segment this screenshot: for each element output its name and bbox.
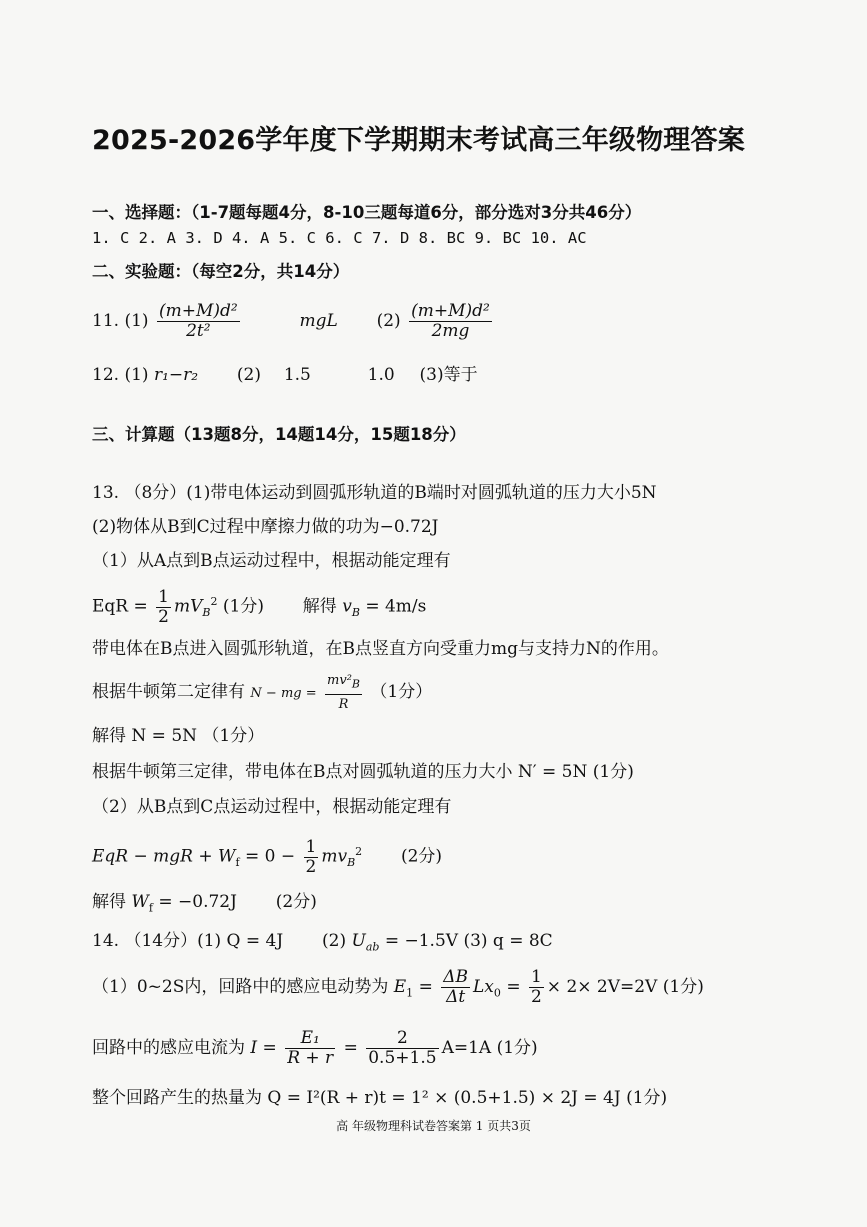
q13-line-10 <box>92 830 442 885</box>
q13-newton2-fraction <box>325 671 362 714</box>
q13-newton2-label: 根据牛顿第二定律有 <box>92 682 245 702</box>
q13-eq1-fraction-numerator: 1 <box>158 586 169 607</box>
q14-current-result: A=1A (1分) <box>441 1038 538 1058</box>
q13-line-2: (2)物体从B到C过程中摩擦力做的功为−0.72J <box>92 517 439 537</box>
q14-answers-rest: = −1.5V (3) q = 8C <box>384 931 553 951</box>
section3-heading: 三、计算题（13题8分，14题14分，15题18分） <box>92 425 466 444</box>
q13-line-8: 根据牛顿第三定律，带电体在B点对圆弧轨道的压力大小 N′ = 5N (1分) <box>92 762 634 782</box>
q13-eq1-solve-label: 解得 <box>302 596 337 617</box>
q14-uab: U <box>351 931 366 951</box>
q12-value-2: 1.0 <box>367 365 395 385</box>
q13-eq2-fraction <box>304 838 319 877</box>
q12-part2-label: (2) <box>236 365 261 385</box>
q13-newton2-score: （1分） <box>370 682 433 702</box>
q13-eq1-left: EqR = <box>92 596 148 617</box>
page-title: 2025-2026学年度下学期期末考试高三年级物理答案 <box>92 125 745 156</box>
q13-line-3: （1）从A点到B点运动过程中，根据动能定理有 <box>92 551 451 571</box>
q14-line-4: 整个回路产生的热量为 Q = I²(R + r)t = 1² × (0.5+1.5) × 2J = 4J (1分) <box>92 1088 668 1108</box>
q11-fraction-2 <box>409 302 492 341</box>
q13-newton2-mv2: mv² <box>327 673 352 689</box>
q14-lx: Lx <box>473 977 494 997</box>
q13-eq2-fraction-numerator: 1 <box>305 836 317 857</box>
q14-e1-sub: 1 <box>406 986 414 1000</box>
q14-uab-sub: ab <box>365 940 380 954</box>
q14-emf-fraction-2-denominator: 2 <box>530 987 542 1007</box>
q11-number: 11. <box>92 311 120 331</box>
section1-answers: 1. C 2. A 3. D 4. A 5. C 6. C 7. D 8. BC 9. BC 10. AC <box>92 229 587 247</box>
q13-eq1-sup: 2 <box>210 595 218 608</box>
q14-emf-result: × 2× 2V=2V (1分) <box>546 977 704 997</box>
q11-part1-label: (1) <box>124 311 149 331</box>
q11-mgl: mgL <box>299 311 338 331</box>
q12-part3: (3)等于 <box>419 365 478 385</box>
section1-heading: 一、选择题：（1-7题每题4分，8-10三题每道6分，部分选对3分共46分） <box>92 203 642 222</box>
q14-line-1 <box>92 929 553 959</box>
q13-wf-sub: f <box>148 901 153 915</box>
q14-emf-fraction-1-numerator: ΔB <box>443 967 469 987</box>
q13-eq2-wf-sub: f <box>235 856 240 870</box>
q11-fraction-2-numerator: (m+M)d² <box>411 301 490 321</box>
q14-current-fraction-1 <box>285 1029 335 1068</box>
q13-eq2-mv: mv <box>321 846 348 867</box>
q13-eq1-v-sub: B <box>351 606 360 620</box>
q13-line-1: 13. （8分）(1)带电体运动到圆弧形轨道的B端时对圆弧轨道的压力大小5N <box>92 483 657 503</box>
q13-eq2-fraction-denominator: 2 <box>305 856 317 877</box>
q13-eq1-v: v <box>342 596 352 617</box>
q11-fraction-1-numerator: (m+M)d² <box>158 301 238 321</box>
q13-line-5: 带电体在B点进入圆弧形轨道，在B点竖直方向受重力mg与支持力N的作用。 <box>92 639 669 659</box>
q12-value-1: 1.5 <box>283 365 311 385</box>
q13-eq2-left: EqR − mgR + W <box>92 846 236 867</box>
q13-eq1-result: = 4m/s <box>365 596 427 617</box>
q13-eq1-fraction-denominator: 2 <box>158 606 169 627</box>
q13-eq2-mid: = 0 − <box>244 846 296 867</box>
q13-newton2-fraction-numerator <box>325 671 362 695</box>
q13-newton2-fraction-denominator: R <box>338 696 349 712</box>
q13-newton2-left: N − mg = <box>250 686 317 701</box>
q14-current-eq: = <box>343 1038 358 1058</box>
q14-emf-fraction-2 <box>529 968 544 1007</box>
q13-newton2-sub: B <box>351 677 361 691</box>
q12-line <box>92 363 478 387</box>
q11-part2-label: (2) <box>376 311 401 331</box>
q11-fraction-1 <box>157 302 240 341</box>
q13-eq1-fraction <box>156 588 171 627</box>
q13-wf: W <box>131 892 149 912</box>
q14-current-fraction-1-numerator: E₁ <box>285 1029 335 1049</box>
q14-line-3 <box>92 1025 538 1071</box>
q13-line-7: 解得 N = 5N （1分） <box>92 726 265 746</box>
q12-part1-label: (1) <box>124 365 149 385</box>
q14-current-label: 回路中的感应电流为 <box>92 1038 245 1058</box>
q14-emf-eq-1: = <box>418 977 433 997</box>
section2-heading: 二、实验题：（每空2分，共14分） <box>92 262 350 281</box>
q13-wf-score: (2分) <box>275 892 317 912</box>
q13-eq1-mv: mV <box>173 596 203 617</box>
q13-line-4 <box>92 580 426 635</box>
q14-e1: E <box>393 977 407 997</box>
q14-emf-fraction-2-numerator: 1 <box>530 967 542 987</box>
q14-current-i: I = <box>250 1038 277 1058</box>
q14-emf-eq-2: = <box>506 977 521 997</box>
q14-current-fraction-2 <box>366 1029 438 1068</box>
q13-line-11 <box>92 890 317 920</box>
page-footer: 高 年级物理科试卷答案第 1 页共3页 <box>336 1119 531 1133</box>
q13-eq2-mv-sub: B <box>347 856 356 870</box>
q14-part2-label: (2) <box>322 931 347 951</box>
q14-line-2 <box>92 964 704 1016</box>
q14-lx-sub: 0 <box>493 986 501 1000</box>
q14-header: 14. （14分）(1) Q = 4J <box>92 931 284 951</box>
q13-solve-label: 解得 <box>92 892 126 912</box>
q13-wf-value: = −0.72J <box>158 892 237 912</box>
q13-eq1-sub: B <box>202 606 211 620</box>
q14-emf-fraction-1-denominator: Δt <box>446 987 466 1007</box>
q13-line-9: （2）从B点到C点运动过程中，根据动能定理有 <box>92 797 452 817</box>
q12-expression: r₁−r₂ <box>153 365 199 385</box>
q11-fraction-2-denominator: 2mg <box>431 321 470 341</box>
q11-line <box>92 298 495 344</box>
q14-current-fraction-1-denominator: R + r <box>287 1048 334 1068</box>
q13-line-6 <box>92 670 432 716</box>
q13-eq1-score: (1分) <box>222 596 264 617</box>
q14-emf-fraction-1 <box>441 968 470 1007</box>
q11-fraction-1-denominator: 2t² <box>186 321 211 341</box>
q14-current-fraction-2-numerator: 2 <box>366 1029 438 1049</box>
q14-emf-label: （1）0~2S内，回路中的感应电动势为 <box>92 977 389 997</box>
q14-current-fraction-2-denominator: 0.5+1.5 <box>368 1048 437 1068</box>
q12-number: 12. <box>92 365 120 385</box>
q13-eq2-score: (2分) <box>400 846 443 867</box>
q13-eq2-mv-sup: 2 <box>355 845 363 858</box>
